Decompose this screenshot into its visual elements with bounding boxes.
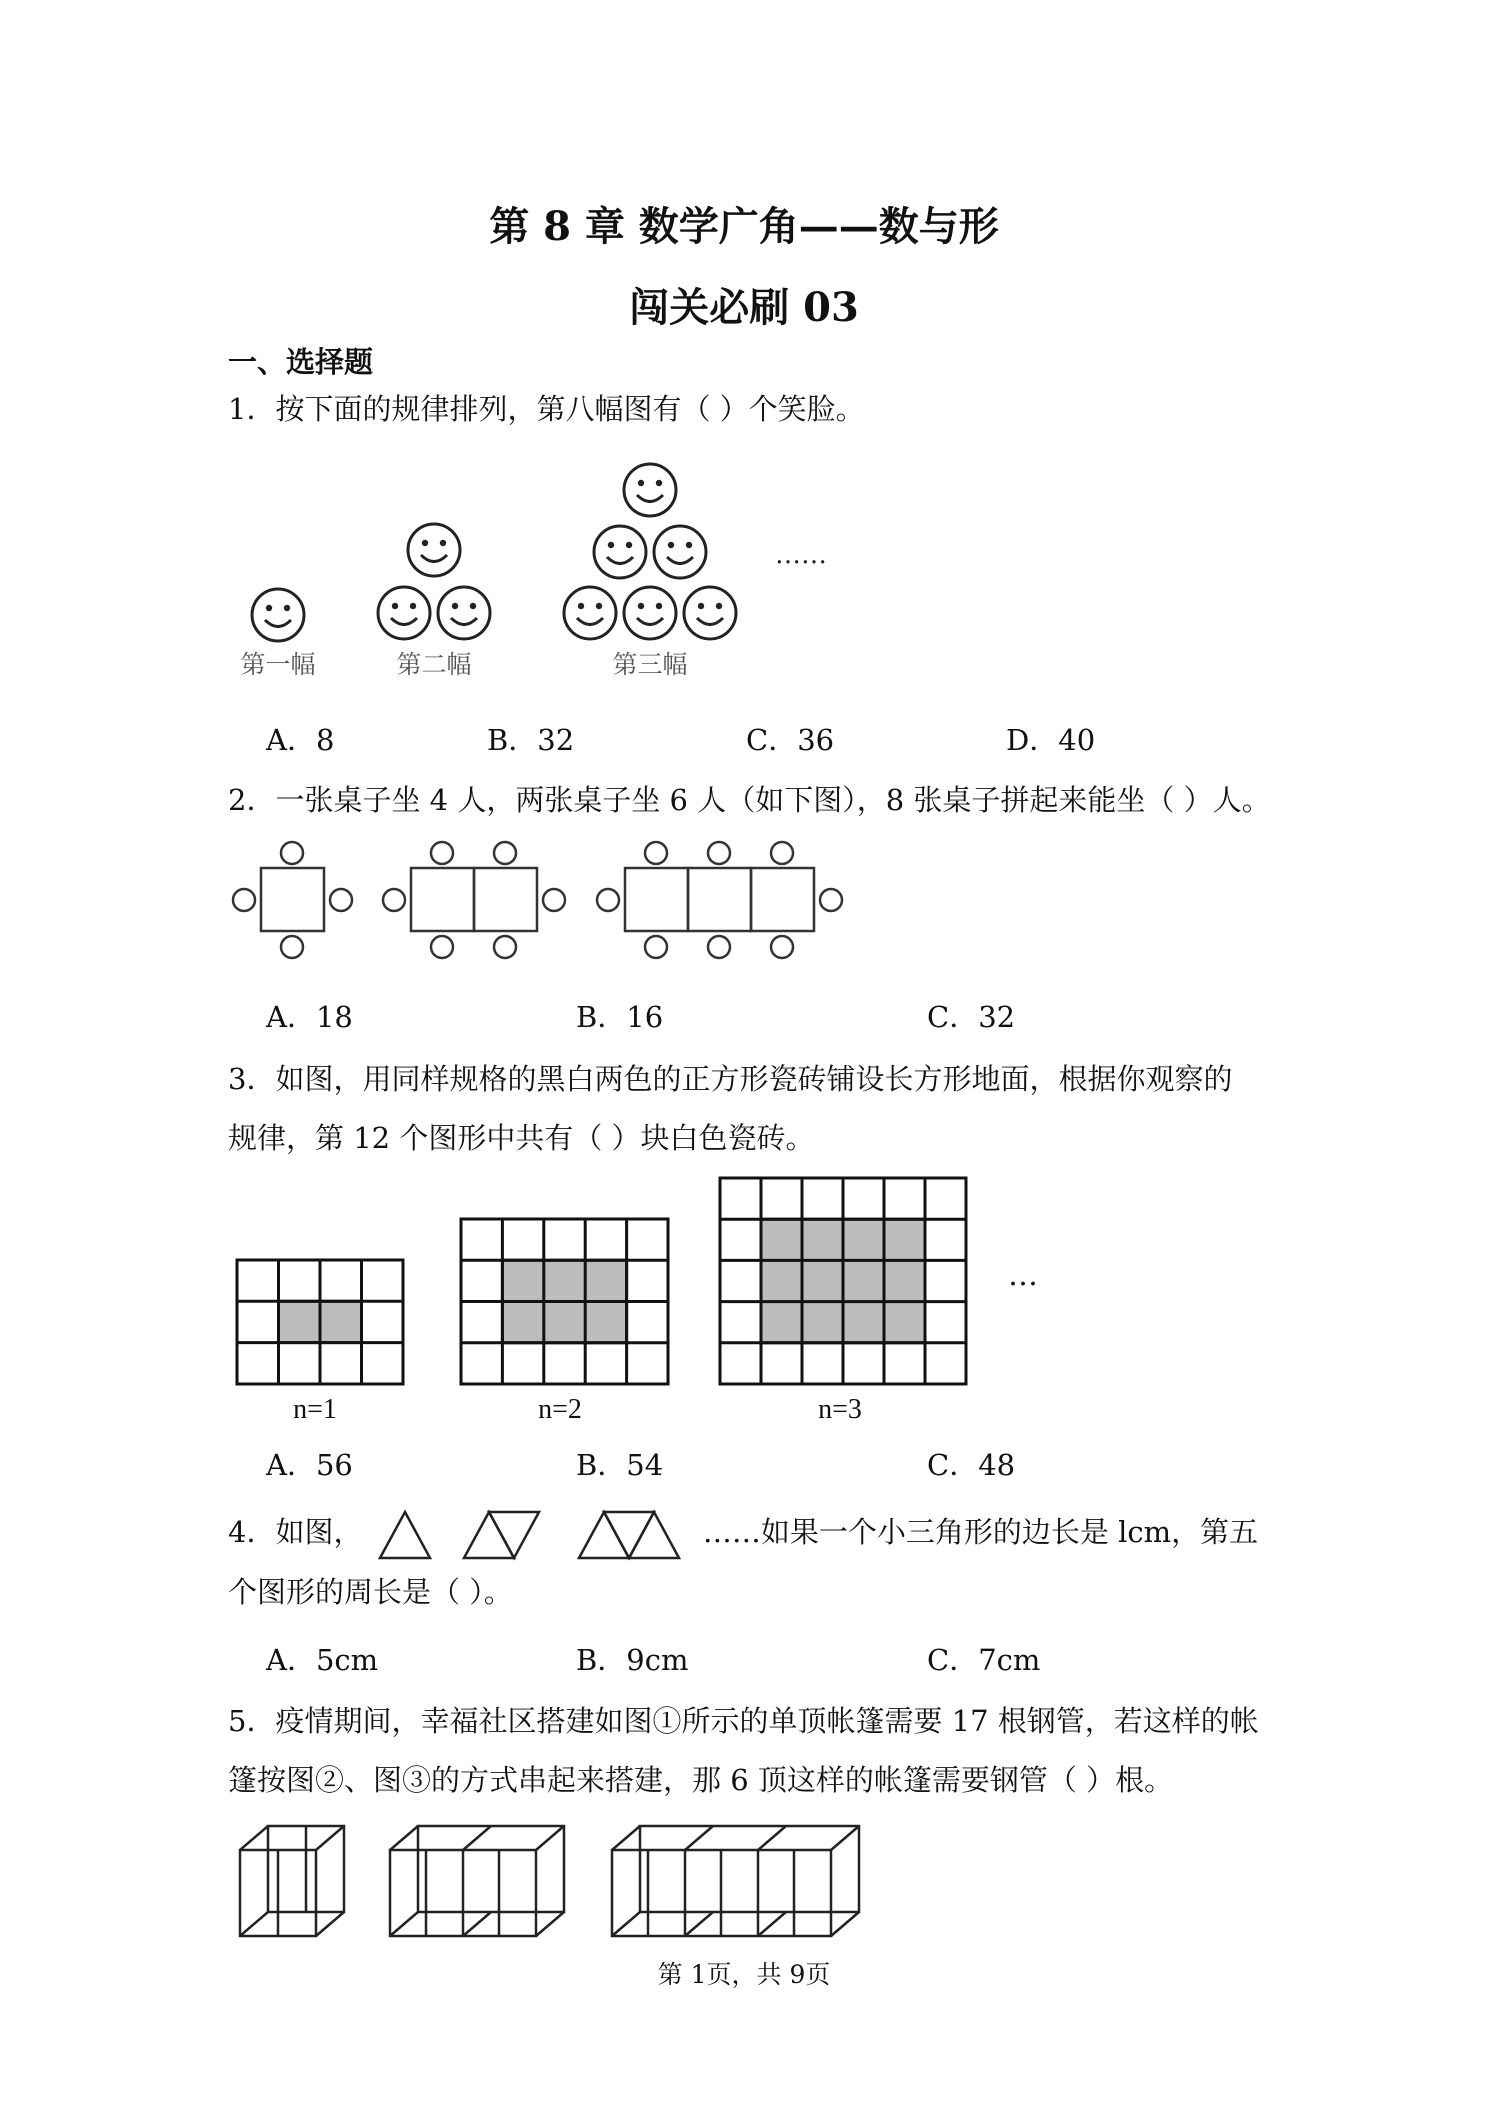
smiley-face-icon bbox=[564, 587, 616, 639]
seat-circle bbox=[494, 936, 516, 958]
smiley-face-icon bbox=[378, 587, 430, 639]
seat-circle bbox=[543, 889, 565, 911]
smiley-figure bbox=[220, 455, 860, 690]
tile-grid-n2 bbox=[461, 1219, 668, 1384]
triangle-figure bbox=[372, 1506, 694, 1562]
table-square bbox=[688, 868, 751, 931]
table-square bbox=[261, 868, 324, 931]
q4-suffix: ……如果一个小三角形的边长是 lcm，第五 bbox=[702, 1515, 1259, 1549]
question-5-line-1: 5．疫情期间，幸福社区搭建如图①所示的单顶帐篷需要 17 根钢管，若这样的帐 bbox=[228, 1704, 1259, 1738]
table-square bbox=[625, 868, 688, 931]
q3-option-a[interactable]: A．56 bbox=[266, 1448, 353, 1482]
seat-circle bbox=[771, 936, 793, 958]
q1-option-d[interactable]: D．40 bbox=[1006, 723, 1096, 757]
caption-n2: n=2 bbox=[538, 1394, 582, 1425]
seat-circle bbox=[431, 936, 453, 958]
q4-option-b[interactable]: B．9cm bbox=[576, 1643, 689, 1677]
tent-figure bbox=[228, 1820, 908, 1942]
smiley-face-icon bbox=[408, 524, 460, 576]
caption-2: 第二幅 bbox=[396, 650, 472, 679]
smiley-face-icon bbox=[594, 526, 646, 578]
table-square bbox=[751, 868, 814, 931]
seat-circle bbox=[708, 936, 730, 958]
seat-circle bbox=[233, 889, 255, 911]
page-number-footer: 第 1页，共 9页 bbox=[657, 1960, 831, 1989]
smiley-face-icon bbox=[654, 526, 706, 578]
question-3-line-1: 3．如图，用同样规格的黑白两色的正方形瓷砖铺设长方形地面，根据你观察的 bbox=[228, 1062, 1233, 1096]
question-2-text: 2．一张桌子坐 4 人，两张桌子坐 6 人（如下图），8 张桌子拼起来能坐（ ）人。 bbox=[228, 783, 1271, 817]
q1-option-c[interactable]: C．36 bbox=[746, 723, 835, 757]
question-3-line-2: 规律，第 12 个图形中共有（ ）块白色瓷砖。 bbox=[228, 1121, 815, 1155]
tent-3 bbox=[612, 1826, 859, 1936]
page-title: 第 8 章 数学广角——数与形 bbox=[489, 203, 999, 250]
smiley-face-icon bbox=[624, 464, 676, 516]
tent-2 bbox=[390, 1826, 564, 1936]
q3-option-c[interactable]: C．48 bbox=[927, 1448, 1016, 1482]
smiley-face-icon bbox=[252, 589, 304, 641]
q4-option-c[interactable]: C．7cm bbox=[927, 1643, 1041, 1677]
caption-1: 第一幅 bbox=[240, 650, 316, 679]
table-figure bbox=[225, 835, 855, 975]
smiley-face-icon bbox=[624, 587, 676, 639]
tile-figure bbox=[230, 1175, 1110, 1430]
question-5-line-2: 篷按图②、图③的方式串起来搭建，那 6 顶这样的帐篷需要钢管（ ）根。 bbox=[228, 1763, 1174, 1797]
ellipsis: …… bbox=[775, 540, 827, 570]
tent-1 bbox=[240, 1826, 344, 1936]
question-4-line-1 bbox=[228, 1503, 1288, 1562]
q2-option-b[interactable]: B．16 bbox=[576, 1000, 664, 1034]
section-heading: 一、选择题 bbox=[228, 345, 374, 379]
seat-circle bbox=[281, 842, 303, 864]
q2-option-a[interactable]: A．18 bbox=[266, 1000, 353, 1034]
seat-circle bbox=[330, 889, 352, 911]
seat-circle bbox=[645, 842, 667, 864]
seat-circle bbox=[281, 936, 303, 958]
seat-circle bbox=[597, 889, 619, 911]
q4-option-a[interactable]: A．5cm bbox=[266, 1643, 379, 1677]
caption-n1: n=1 bbox=[293, 1394, 337, 1425]
seat-circle bbox=[645, 936, 667, 958]
q2-option-c[interactable]: C．32 bbox=[927, 1000, 1016, 1034]
q1-option-b[interactable]: B．32 bbox=[487, 723, 575, 757]
seat-circle bbox=[494, 842, 516, 864]
q1-option-a[interactable]: A．8 bbox=[266, 723, 335, 757]
seat-circle bbox=[708, 842, 730, 864]
seat-circle bbox=[820, 889, 842, 911]
caption-3: 第三幅 bbox=[612, 650, 688, 679]
smiley-face-icon bbox=[684, 587, 736, 639]
table-square bbox=[474, 868, 537, 931]
seat-circle bbox=[771, 842, 793, 864]
q3-option-b[interactable]: B．54 bbox=[576, 1448, 664, 1482]
seat-circle bbox=[383, 889, 405, 911]
question-4-line-2: 个图形的周长是（ ）。 bbox=[228, 1575, 513, 1609]
q4-prefix: 4．如图， bbox=[228, 1515, 363, 1549]
tile-grid-n1 bbox=[237, 1260, 403, 1384]
caption-n3: n=3 bbox=[818, 1394, 862, 1425]
table-square bbox=[411, 868, 474, 931]
question-1-text: 1．按下面的规律排列，第八幅图有（ ）个笑脸。 bbox=[228, 392, 865, 426]
smiley-face-icon bbox=[438, 587, 490, 639]
ellipsis: … bbox=[1008, 1258, 1038, 1293]
page-subtitle: 闯关必刷 03 bbox=[629, 284, 859, 331]
tile-grid-n3 bbox=[720, 1178, 966, 1384]
seat-circle bbox=[431, 842, 453, 864]
